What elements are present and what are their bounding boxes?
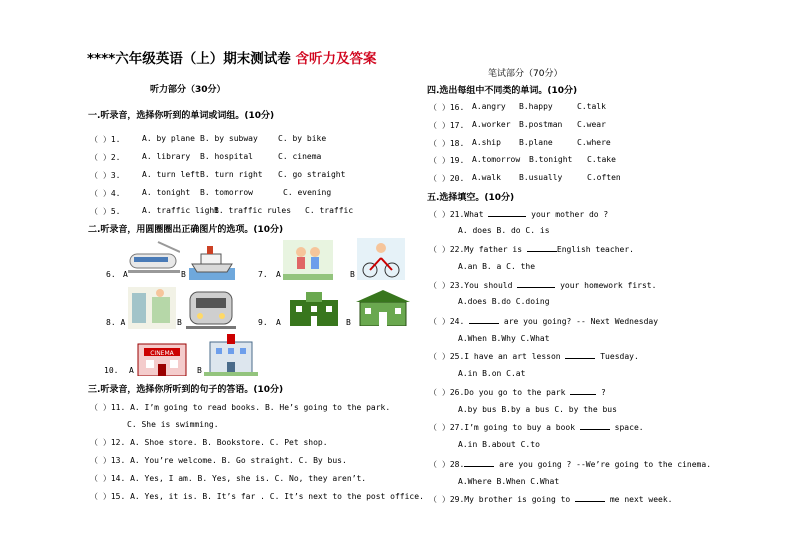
q8-number: 8. A	[106, 318, 126, 327]
q8-option-b[interactable]: B	[177, 318, 182, 327]
subway-picture[interactable]	[186, 286, 236, 330]
question-23: （ ）23.You should your homework first.	[429, 281, 657, 290]
question-12: （ ）12. A. Shoe store. B. Bookstore. C. Pet shop.	[90, 438, 328, 447]
part4-heading: 四.选出每组中不同类的单词。(10分)	[427, 86, 578, 96]
question-26: （ ）26.Do you go to the park ?	[429, 388, 606, 397]
page-title	[87, 47, 376, 67]
question-2: （ ）2. A. library B. hospital C. cinema	[90, 152, 322, 162]
q6-option-b[interactable]: B	[181, 270, 186, 279]
written-section-title: 笔试部分（70分）	[488, 69, 563, 79]
answer-blank[interactable]	[517, 287, 555, 288]
q7-option-a[interactable]: A	[276, 270, 281, 279]
question-23-options: A.does B.do C.doing	[458, 297, 550, 306]
answer-blank[interactable]	[570, 394, 596, 395]
question-28: （ ）28. are you going ? --We’re going to the cinema.	[429, 460, 712, 469]
q6-number: 6.	[106, 270, 116, 279]
listening-section-title: 听力部分（30分）	[150, 85, 226, 95]
question-1: （ ）1. A. by plane B. by subway C. by bike	[90, 134, 327, 144]
question-27: （ ）27.I’m going to buy a book space.	[429, 423, 644, 432]
question-3: （ ）3. A. turn left B. turn right C. go straight	[90, 170, 346, 180]
question-27-options: A.in B.about C.to	[458, 440, 540, 449]
answer-blank[interactable]	[527, 251, 557, 252]
question-15: （ ）15. A. Yes, it is. B. It’s far . C. It’s next to the post office.	[90, 492, 424, 501]
question-18: （ ）18. A.ship B.plane C.where	[429, 138, 611, 148]
question-11-option-c: C. She is swimming.	[127, 420, 219, 429]
question-21: （ ）21.What your mother do ?	[429, 210, 609, 219]
question-16: （ ）16. A.angry B.happy C.talk	[429, 102, 606, 112]
question-22: （ ）22.My father is English teacher.	[429, 245, 634, 254]
question-28-options: A.Where B.When C.What	[458, 477, 560, 486]
question-11: （ ）11. A. I’m going to read books. B. He’s going to the park.	[90, 403, 391, 412]
ship-picture[interactable]	[189, 238, 235, 280]
part1-heading: 一.听录音，选择你听到的单词或词组。(10分)	[88, 111, 275, 121]
post-office-picture[interactable]	[356, 290, 410, 326]
bike-picture[interactable]	[357, 238, 405, 280]
green-building-picture[interactable]	[286, 290, 342, 326]
q9-option-b[interactable]: B	[346, 318, 351, 327]
q9-option-a[interactable]: A	[276, 318, 281, 327]
train-picture[interactable]	[128, 240, 180, 278]
question-17: （ ）17. A.worker B.postman C.wear	[429, 120, 606, 130]
question-21-options: A. does B. do C. is	[458, 226, 550, 235]
part5-heading: 五.选择填空。(10分)	[427, 193, 515, 203]
part3-heading: 三.听录音，选择你所听到的句子的答语。(10分)	[88, 385, 284, 395]
q10-option-b[interactable]: B	[197, 366, 202, 375]
question-22-options: A.an B. a C. the	[458, 262, 536, 271]
question-5: （ ）5. A. traffic light B. traffic rules C. traffic	[90, 206, 354, 216]
q7-number: 7.	[258, 270, 268, 279]
children-walking-picture[interactable]	[283, 240, 333, 280]
question-24: （ ）24. are you going? -- Next Wednesday	[429, 317, 659, 326]
question-26-options: A.by bus B.by a bus C. by the bus	[458, 405, 617, 414]
q10-number: 10.	[104, 366, 119, 375]
answer-blank[interactable]	[464, 466, 494, 467]
answer-blank[interactable]	[488, 216, 526, 217]
q6-option-a[interactable]: A	[123, 270, 128, 279]
question-14: （ ）14. A. Yes, I am. B. Yes, she is. C. No, they aren’t.	[90, 474, 367, 483]
answer-blank[interactable]	[565, 358, 595, 359]
question-19: （ ）19. A.tomorrow B.tonight C.take	[429, 155, 616, 165]
question-24-options: A.When B.Why C.What	[458, 334, 550, 343]
question-29: （ ）29.My brother is going to me next week.	[429, 495, 673, 504]
question-13: （ ）13. A. You’re welcome. B. Go straight. C. By bus.	[90, 456, 347, 465]
question-25: （ ）25.I have an art lesson Tuesday.	[429, 352, 639, 361]
question-4: （ ）4. A. tonight B. tomorrow C. evening	[90, 188, 332, 198]
bookstore-picture[interactable]	[128, 287, 176, 329]
cinema-sign-text: CINEMA	[150, 350, 174, 357]
part2-heading: 二.听录音，用圆圈圈出正确图片的选项。(10分)	[88, 225, 284, 235]
answer-blank[interactable]	[580, 429, 610, 430]
title-main: ****六年级英语（上）期末测试卷	[87, 51, 296, 67]
q10-option-a[interactable]: A	[129, 366, 134, 375]
answer-blank[interactable]	[469, 323, 499, 324]
cinema-picture[interactable]	[136, 336, 188, 376]
q9-number: 9.	[258, 318, 268, 327]
title-red: 含听力及答案	[295, 51, 377, 67]
hospital-picture[interactable]	[204, 332, 258, 376]
question-25-options: A.in B.on C.at	[458, 369, 526, 378]
question-20: （ ）20. A.walk B.usually C.often	[429, 173, 621, 183]
q7-option-b[interactable]: B	[350, 270, 355, 279]
answer-blank[interactable]	[575, 501, 605, 502]
